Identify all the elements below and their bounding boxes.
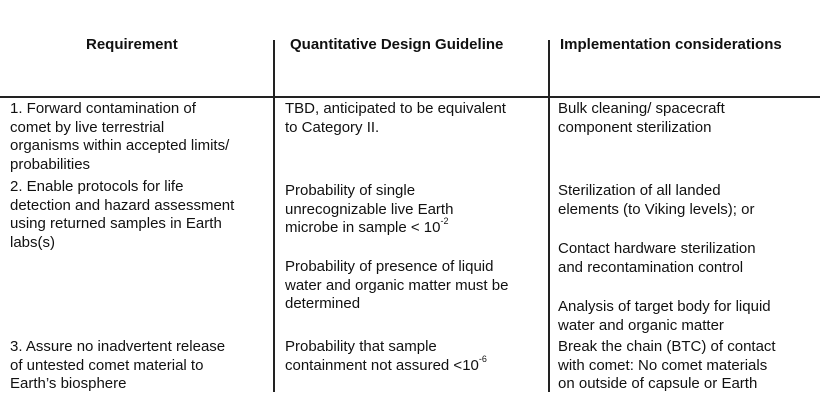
row2-implementation-contact-hardware: Contact hardware sterilization and recontamination control <box>558 240 756 276</box>
exponent: -6 <box>478 353 487 364</box>
row2-requirement: 2. Enable protocols for life detection and hazard assessment using returned samples in Earth labs(s) <box>10 178 235 251</box>
column-divider-2 <box>548 40 550 392</box>
row1-guideline: TBD, anticipated to be equivalent to Category II. <box>285 100 506 136</box>
header-quantitative-design-guideline: Quantitative Design Guideline <box>290 36 504 53</box>
row3-requirement: 3. Assure no inadvertent release of untested comet material to Earth’s biosphere <box>10 338 226 392</box>
header-implementation-considerations: Implementation considerations <box>560 36 782 53</box>
row2-implementation-sterilization: Sterilization of all landed elements (to Viking levels); or <box>558 182 755 218</box>
row1-implementation: Bulk cleaning/ spacecraft component sterilization <box>558 100 725 136</box>
row3-implementation: Break the chain (BTC) of contact with comet: No comet materials on outside of capsule or Earth <box>558 338 776 392</box>
exponent: -2 <box>440 216 449 226</box>
row2-guideline-liquid-water: Probability of presence of liquid water and organic matter must be determined <box>285 258 509 312</box>
row3-guideline: Probability that sample containment not assured $<10^{-6}$ <box>285 338 487 374</box>
header-divider <box>0 96 820 98</box>
column-divider-1 <box>273 40 275 392</box>
row2-implementation-analysis: Analysis of target body for liquid water and organic matter <box>558 298 771 334</box>
row1-requirement: 1. Forward contamination of comet by live terrestrial organisms within accepted limits/ probabilities <box>10 100 230 173</box>
row2-guideline-single-microbe: Probability of single unrecognizable live Earth microbe in sample < $10^{-2}$ <box>285 182 454 236</box>
header-requirement: Requirement <box>86 36 178 53</box>
